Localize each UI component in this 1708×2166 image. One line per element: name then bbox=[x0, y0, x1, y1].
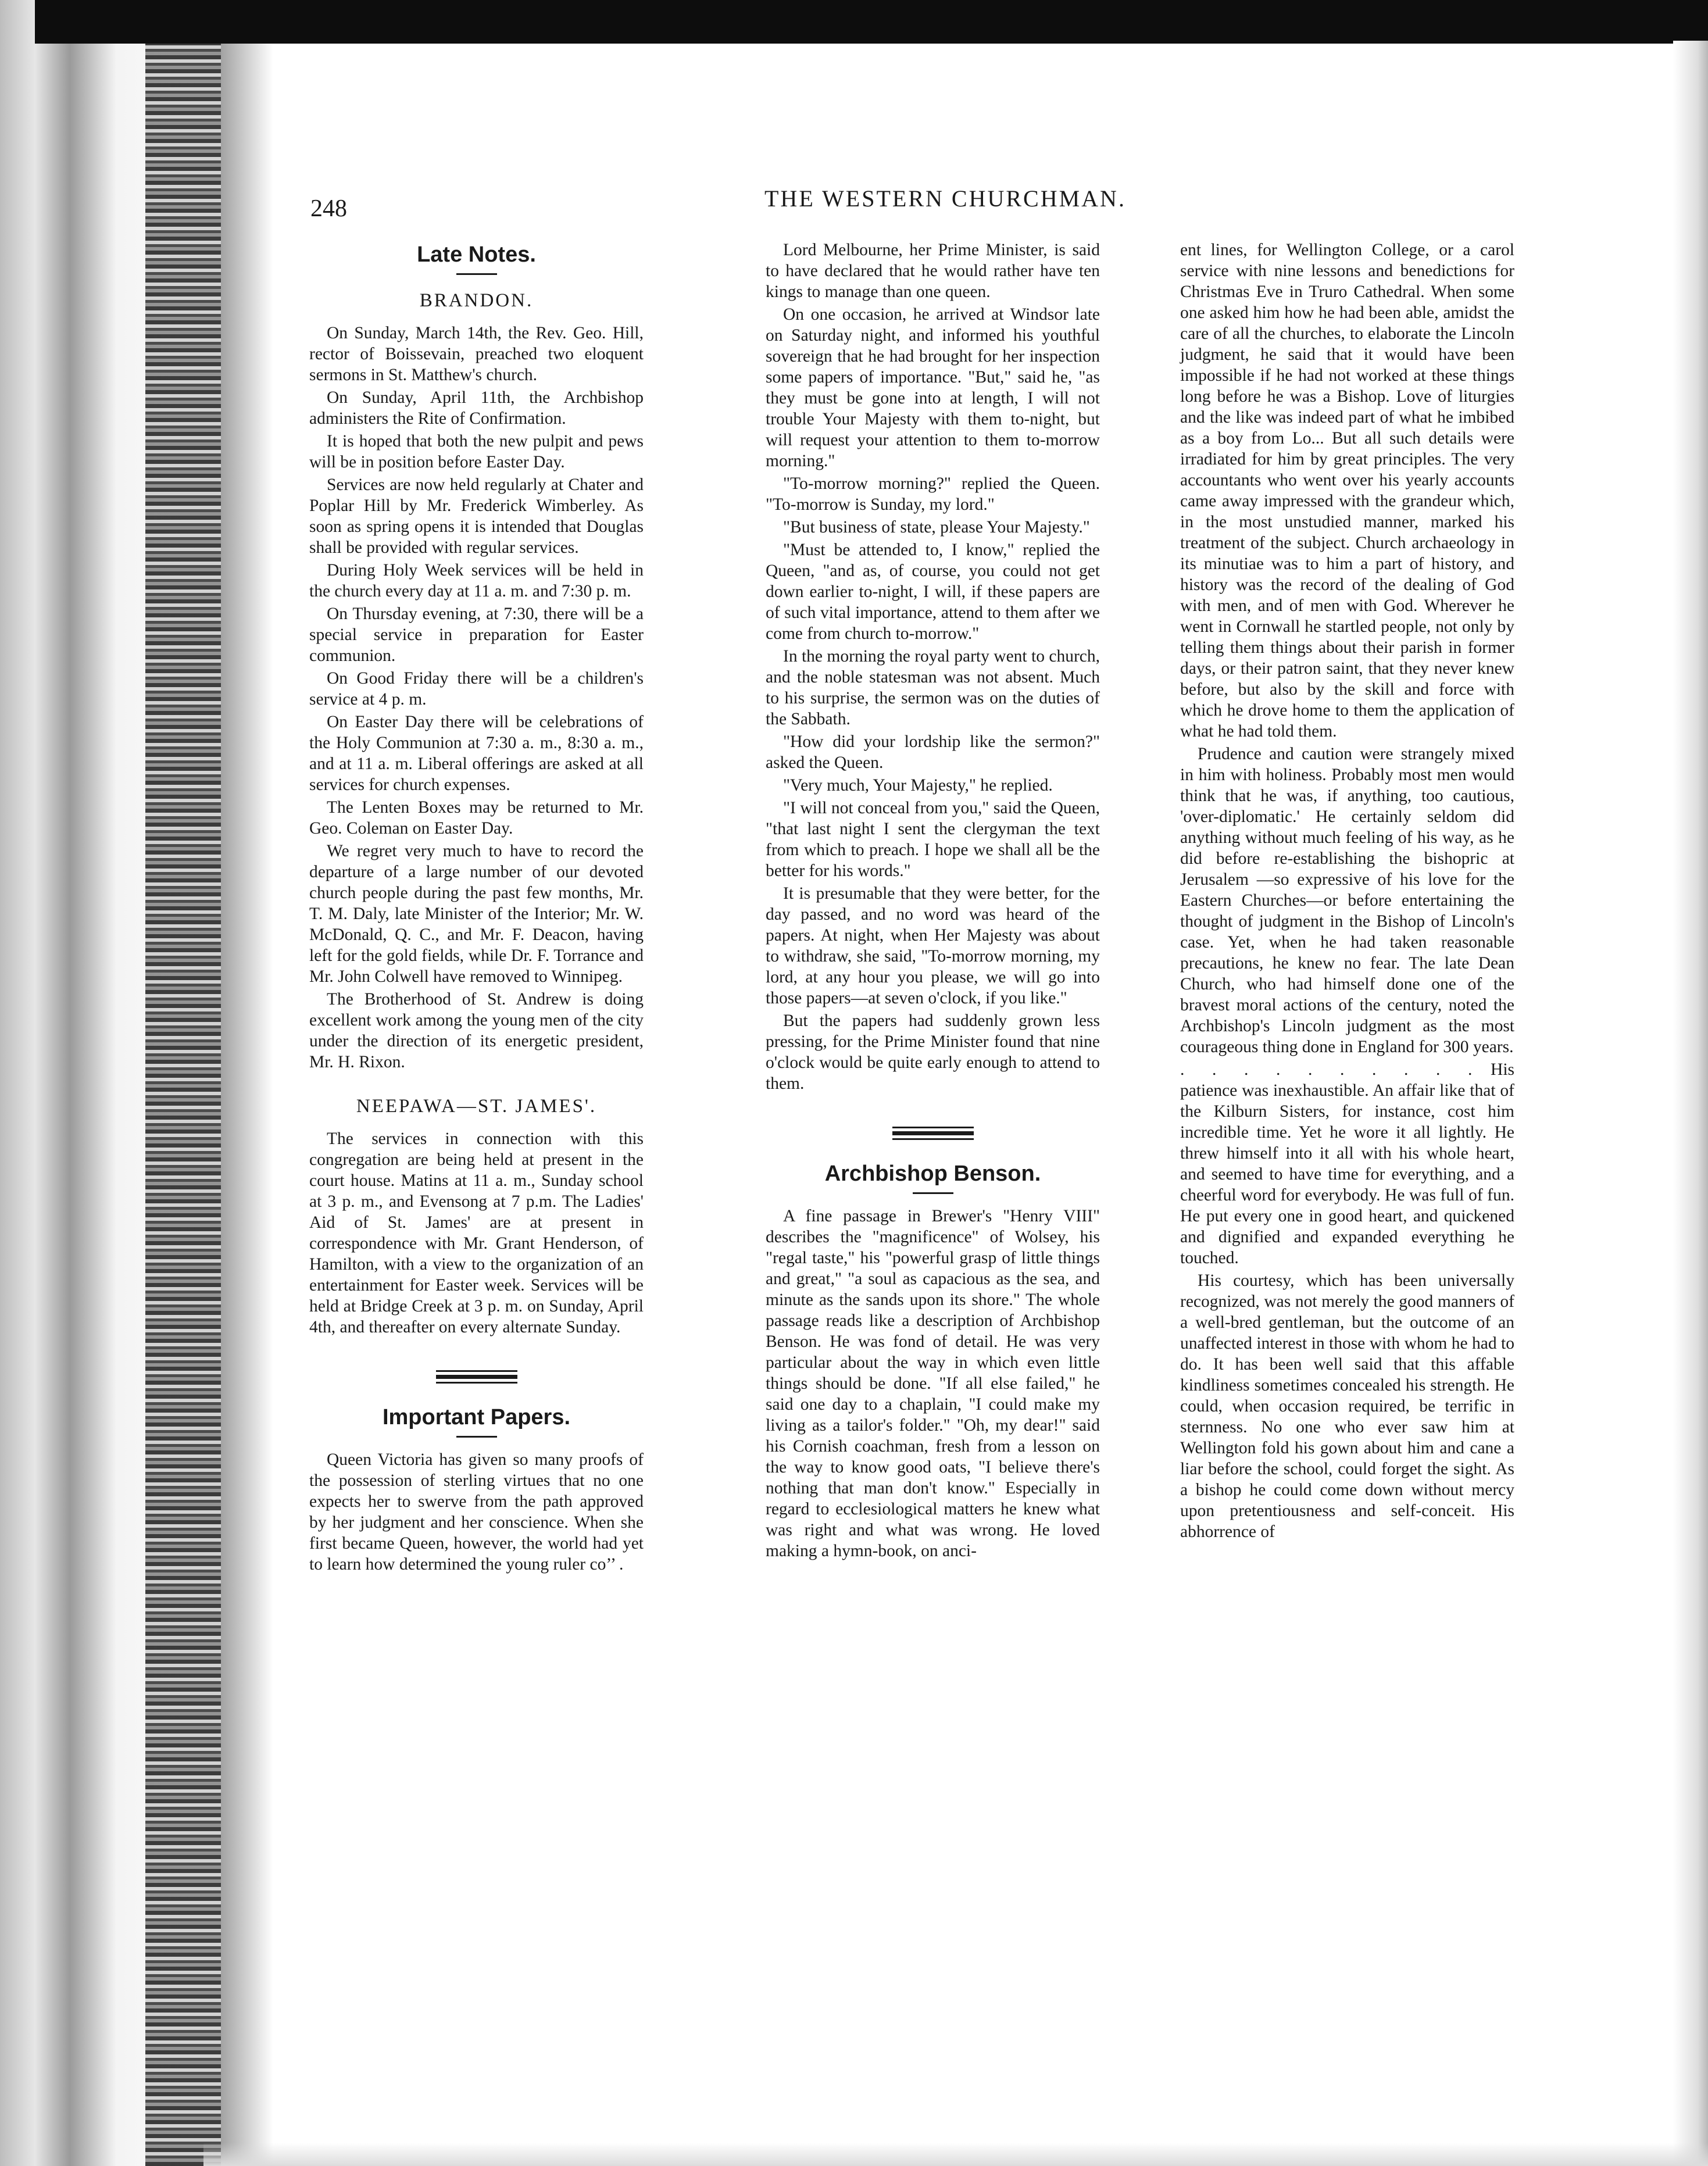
neepawa-heading: NEEPAWA—ST. JAMES'. bbox=[356, 1096, 597, 1117]
leader-dots: . . . . . . . . . . bbox=[1180, 1060, 1482, 1079]
paragraph: "To-morrow morning?" replied the Queen. "To-morrow is Sunday, my lord." bbox=[766, 474, 1100, 514]
paragraph: On Easter Day there will be celebrations of the Holy Communion at 7:30 a. m., 8:30 a. m., and at 11 a. m. Liberal offerings are asked at all services for church expenses. bbox=[309, 713, 644, 794]
scan-top-border bbox=[35, 0, 1708, 44]
paragraph: It is presumable that they were better, for the day passed, and no word was heard of the papers. At night, when Her Majesty was about to withdraw, she said, "To-morrow morning, my lord, at any hour you please, we will go into those papers—at seven o'clock, if you like." bbox=[766, 884, 1100, 1007]
paragraph: On Sunday, April 11th, the Archbishop administers the Rite of Confirmation. bbox=[309, 388, 644, 428]
archbishop-benson-title: Archbishop Benson. bbox=[824, 1161, 1041, 1186]
page-number: 248 bbox=[310, 195, 347, 222]
paragraph: Prudence and caution were strangely mixed in him with holiness. Probably most men would think that he was, if anything, too cautious, 'over-diplomatic.' He certainly seldom did anything without much feeling of his way, as he did before re-establishing the bishopric at Jerusalem —so expressive of his love for the Eastern Churches—or before entertaining the thought of judgment in the Bishop of Lincoln's case. Yet, when he had taken reasonable precautions, he knew no fear. The late Dean Church, who had himself done one of the bravest moral actions of the century, noted the Archbishop's Lincoln judgment as the most courageous thing done in England for 300 years. bbox=[1180, 745, 1514, 1056]
scan-bottom-edge bbox=[203, 2143, 1708, 2166]
late-notes-title: Late Notes. bbox=[417, 242, 536, 267]
paragraph: The Brotherhood of St. Andrew is doing excellent work among the young men of the city under the direction of its energetic president, Mr. H. Rixon. bbox=[309, 990, 644, 1071]
paragraph: ent lines, for Wellington College, or a carol service with nine lessons and benedictions for Christmas Eve in Truro Cathedral. When some one asked him how he had been able, amidst the care of all the churches, to elaborate the Lincoln judgment, he said that it would have been impossible if he had not worked at these things long before he was a Bishop. Love of liturgies and the like was indeed part of what he imbibed as a boy from Lo... But all such details were irradiated for him by great principles. The very accountants who went over his yearly accounts came away impressed with the grandeur which, in the most unstudied manner, marked his treatment of the subject. Church archaeology in its minutiae was to him a part of history, and history was the record of the dealing of God with men, and of men with God. Wherever he went in Cornwall he startled people, not only by telling them things about their parish in former days, or their patron saint, that they never knew before, but also by the skill and force with which he drove home to them the application of what he had told them. bbox=[1180, 241, 1514, 741]
paragraph: On Sunday, March 14th, the Rev. Geo. Hill, rector of Boissevain, preached two eloquent sermons in St. Matthew's church. bbox=[309, 324, 644, 384]
divider bbox=[913, 1192, 953, 1194]
paragraph: Services are now held regularly at Chater and Poplar Hill by Mr. Frederick Wimberley. As soon as spring opens it is intended that Douglas shall be provided with regular services. bbox=[309, 476, 644, 557]
section-divider bbox=[436, 1370, 517, 1384]
paragraph: On Good Friday there will be a children's service at 4 p. m. bbox=[309, 669, 644, 709]
important-papers-title: Important Papers. bbox=[382, 1405, 571, 1429]
paragraph: "Very much, Your Majesty," he replied. bbox=[783, 776, 1053, 795]
spine-shadow bbox=[221, 35, 273, 2166]
paragraph: "How did your lordship like the sermon?" asked the Queen. bbox=[766, 732, 1100, 772]
section-divider bbox=[892, 1127, 974, 1140]
paragraph: But the papers had suddenly grown less pressing, for the Prime Minister found that nine o'clock would be quite early enough to attend to them. bbox=[766, 1011, 1100, 1093]
paragraph: Lord Melbourne, her Prime Minister, is said to have declared that he would rather have ten kings to manage than one queen. bbox=[766, 241, 1100, 301]
paragraph: Queen Victoria has given so many proofs of the possession of sterling virtues that no one expects her to swerve from the path approved by her judgment and her conscience. When she first became Queen, however, the world had yet to learn how determined the young ruler co’’ . bbox=[309, 1450, 644, 1574]
paragraph: We regret very much to have to record the departure of a large number of our devoted church people during the past few months, Mr. T. M. Daly, late Minister of the Interior; Mr. W. McDonald, Q. C., and Mr. F. Deacon, having left for the gold fields, while Dr. F. Torrance and Mr. John Colwell have removed to Winnipeg. bbox=[309, 842, 644, 986]
book-spine bbox=[145, 35, 221, 2166]
paragraph: On Thursday evening, at 7:30, there will be a special service in preparation for Easter communion. bbox=[309, 605, 644, 665]
column-3 bbox=[1180, 240, 1514, 1544]
paragraph: "Must be attended to, I know," replied the Queen, "and as, of course, you could not get down earlier to-night, I will, if these papers are of such vital importance, attend to them after we come from church to-morrow." bbox=[766, 541, 1100, 643]
paragraph: The Lenten Boxes may be returned to Mr. Geo. Coleman on Easter Day. bbox=[309, 798, 644, 838]
running-title: THE WESTERN CHURCHMAN. bbox=[764, 185, 1126, 212]
column-1 bbox=[309, 240, 644, 1577]
paragraph: His courtesy, which has been universally recognized, was not merely the good manners of a well-bred gentleman, but the outcome of an unaffected interest in those with whom he had to do. It has been well said that this affable kindliness sometimes concealed his strength. He could, when occasion required, be terrific in sternness. No one who ever saw him at Wellington fold his gown about him and cane a liar before the school, could forget the sight. As a bishop he could come down without mercy upon pretentiousness and self-conceit. His abhorrence of bbox=[1180, 1271, 1514, 1541]
paragraph: "I will not conceal from you," said the Queen, "that last night I sent the clergyman the text from which to preach. I hope we shall all be the better for his words." bbox=[766, 799, 1100, 880]
divider bbox=[456, 273, 497, 275]
paragraph: In the morning the royal party went to church, and the noble statesman was not absent. Much to his surprise, the sermon was on the duties of the Sabbath. bbox=[766, 647, 1100, 728]
brandon-heading: BRANDON. bbox=[419, 290, 534, 311]
paragraph: A fine passage in Brewer's "Henry VIII" describes the "magnificence" of Wolsey, his "regal taste," his "powerful grasp of little things and great," "a soul as capacious as the sea, and minute as the sands upon its shore." The whole passage reads like a description of Archbishop Benson. He was fond of detail. He was very particular about the way in which even little things should be done. "If all else failed," he said one day to a chaplain, "I could make my living as a tailor's folder." "Oh, my dear!" said his Cornish coachman, fresh from a lesson on the way to know good oats, "I believe there's nothing that man don't know." Especially in regard to ecclesiological matters he knew what was right and what was wrong. He loved making a hymn-book, on anci- bbox=[766, 1207, 1100, 1560]
paragraph-continued: His patience was inexhaustible. An affair like that of the Kilburn Sisters, for instance, cost him incredible time. Yet he wore it all lightly. He threw himself into it all with his whole heart, and seemed to have time for everything, and a cheerful word for everybody. He was full of fun. He put every one in good heart, and quickened and dignified and expanded everything he touched. bbox=[1180, 1060, 1515, 1267]
scan-right-edge bbox=[1673, 41, 1708, 2166]
paragraph: "But business of state, please Your Majesty." bbox=[783, 518, 1090, 537]
paragraph: On one occasion, he arrived at Windsor late on Saturday night, and informed his youthful sovereign that he had brought for her inspection some papers of importance. "But," said he, "as they must be gone into at length, I will not trouble Your Majesty with them to-night, but will request your attention to them to-morrow morning." bbox=[766, 305, 1100, 470]
divider bbox=[456, 1436, 497, 1438]
column-2 bbox=[766, 240, 1100, 1563]
paragraph: The services in connection with this congregation are being held at present in the court house. Matins at 11 a. m., Sunday school at 3 p. m., and Evensong at 7 p.m. The Ladies' Aid of St. James' are at present in correspondence with Mr. Grant Henderson, of Hamilton, with a view to the organization of an entertainment for Easter week. Services will be held at Bridge Creek at 3 p. m. on Sunday, April 4th, and thereafter on every alternate Sunday. bbox=[309, 1130, 644, 1336]
paragraph bbox=[1180, 1059, 1514, 1268]
paragraph: During Holy Week services will be held in the church every day at 11 a. m. and 7:30 p. m. bbox=[309, 561, 644, 601]
paragraph: It is hoped that both the new pulpit and pews will be in position before Easter Day. bbox=[309, 432, 644, 471]
